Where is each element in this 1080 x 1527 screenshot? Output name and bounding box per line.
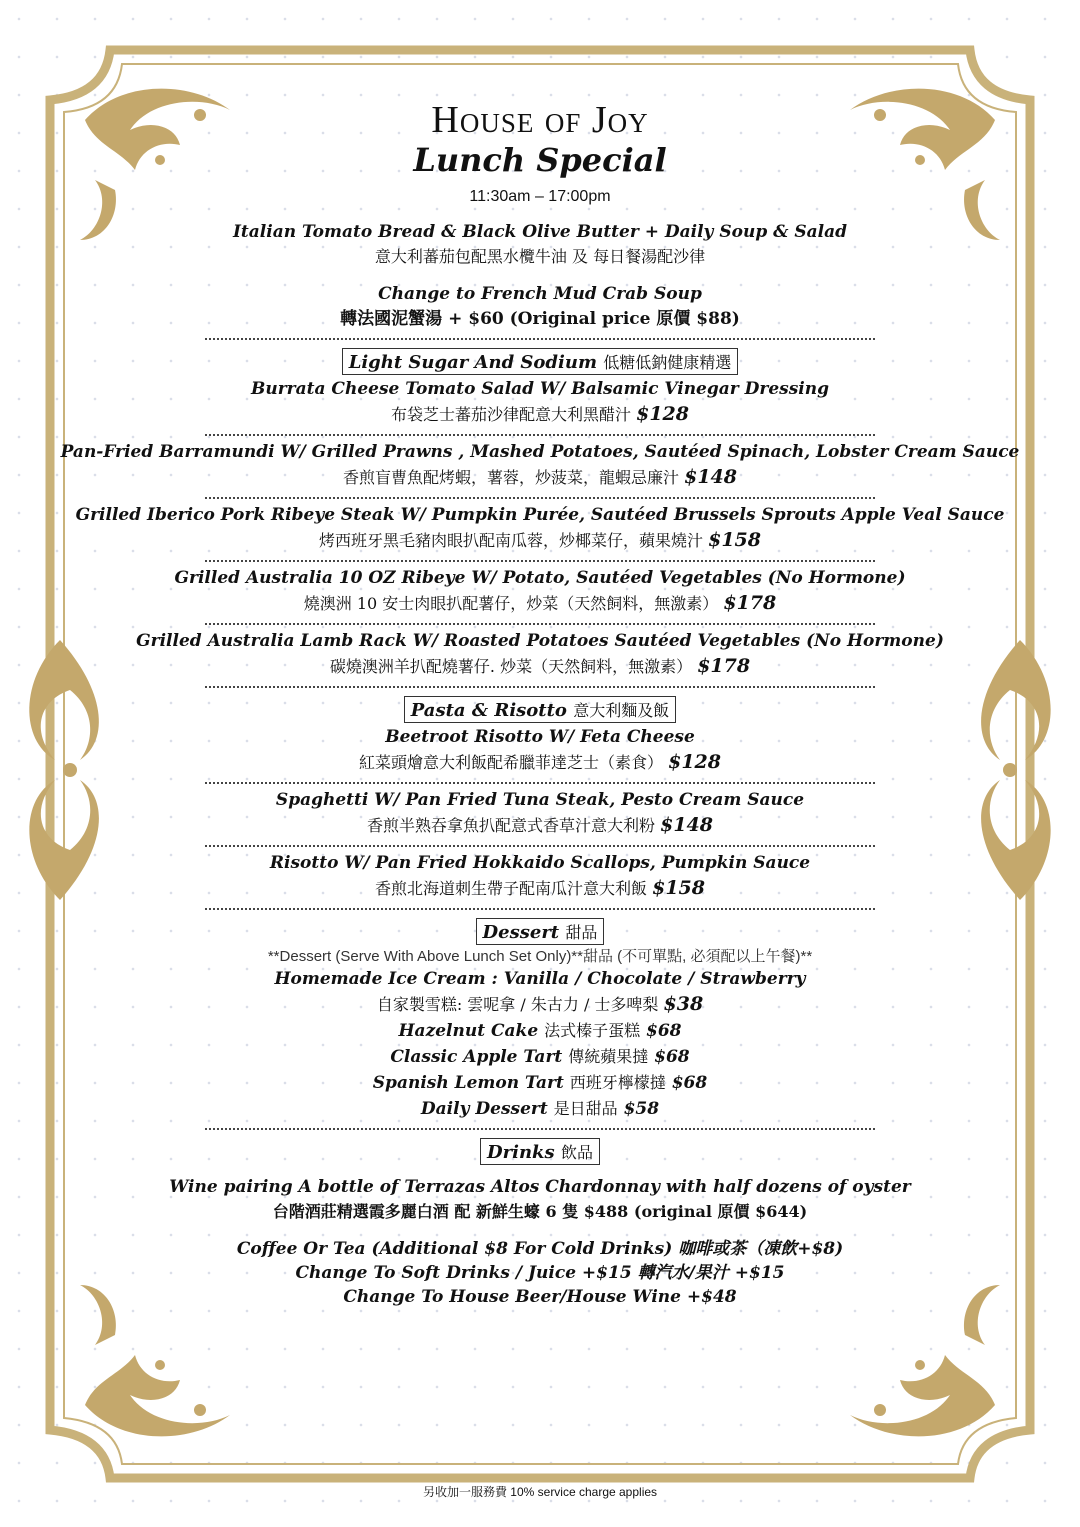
starter-zh: 意大利蕃茄包配黑水欖牛油 及 每日餐湯配沙律 — [374, 247, 706, 266]
divider — [205, 845, 875, 847]
drinks-line: Change To Soft Drinks / Juice +$15 轉汽水/果汁 +$15 — [295, 1263, 785, 1283]
light-item: Pan-Fried Barramundi W/ Grilled Prawns , Mashed Potatoes, Sautéed Spinach, Lobster Cream Sauce 香煎盲曹魚配烤蝦，薯蓉，炒菠菜，龍蝦忌廉汁 $148 — [60, 442, 1020, 488]
menu-subtitle: Lunch Special — [413, 141, 667, 179]
divider — [205, 560, 875, 562]
divider — [205, 623, 875, 625]
divider — [205, 434, 875, 436]
divider — [205, 497, 875, 499]
dessert-item: Daily Dessert 是日甜品 $58 — [420, 1099, 660, 1119]
drinks-line: Change To House Beer/House Wine +$48 — [343, 1287, 737, 1307]
pasta-item: Spaghetti W/ Pan Fried Tuna Steak, Pesto Cream Sauce 香煎半熟吞拿魚扒配意式香草汁意大利粉 $148 — [275, 790, 805, 836]
side-flourish-right — [981, 640, 1051, 900]
section-heading-light: Light Sugar And Sodium 低糖低鈉健康精選 — [342, 348, 739, 375]
dessert-item: Spanish Lemon Tart 西班牙檸檬撻 $68 — [372, 1073, 708, 1093]
section-heading-pasta: Pasta & Risotto 意大利麵及飯 — [404, 696, 676, 723]
dessert-item: Classic Apple Tart 傳統蘋果撻 $68 — [390, 1047, 690, 1067]
divider — [205, 338, 875, 340]
section-heading-dessert: Dessert 甜品 — [476, 918, 605, 945]
divider — [205, 782, 875, 784]
drinks-line: Coffee Or Tea (Additional $8 For Cold Drinks) 咖啡或茶（凍飲+$8) — [236, 1239, 844, 1259]
light-item: Grilled Australia 10 OZ Ribeye W/ Potato, Sautéed Vegetables (No Hormone) 燒澳洲 10 安士肉眼扒配薯仔，炒菜（天然飼料，無激素） $178 — [174, 568, 906, 614]
pasta-item: Beetroot Risotto W/ Feta Cheese 紅菜頭燴意大利飯配希臘菲達芝士（素食） $128 — [359, 727, 721, 773]
divider — [205, 908, 875, 910]
divider — [205, 686, 875, 688]
service-charge-note: 另收加一服務費 10% service charge applies — [422, 1485, 658, 1499]
soup-change-zh: 轉法國泥蟹湯 + $60 (Original price 原價 $88) — [340, 309, 740, 329]
opening-hours: 11:30am – 17:00pm — [469, 188, 611, 205]
menu-content — [60, 95, 1020, 1309]
icecream-en: Homemade Ice Cream : Vanilla / Chocolate / Strawberry — [274, 969, 806, 989]
dessert-item: Hazelnut Cake 法式榛子蛋糕 $68 — [398, 1021, 682, 1041]
soup-change-en: Change to French Mud Crab Soup — [378, 284, 702, 304]
light-item: Grilled Australia Lamb Rack W/ Roasted Potatoes Sautéed Vegetables (No Hormone) 碳燒澳洲羊扒配燒薯仔. 炒菜（天然飼料，無激素） $178 — [136, 631, 944, 677]
section-heading-drinks: Drinks 飲品 — [480, 1138, 600, 1165]
pasta-item: Risotto W/ Pan Fried Hokkaido Scallops, Pumpkin Sauce 香煎北海道刺生帶子配南瓜汁意大利飯 $158 — [269, 853, 811, 899]
dessert-note: **Dessert (Serve With Above Lunch Set Only)**甜品 (不可單點, 必須配以上午餐)** — [267, 948, 813, 965]
wine-pairing-en: Wine pairing A bottle of Terrazas Altos Chardonnay with half dozens of oyster — [169, 1177, 911, 1197]
light-item: Burrata Cheese Tomato Salad W/ Balsamic Vinegar Dressing 布袋芝士蕃茄沙律配意大利黑醋汁 $128 — [250, 379, 830, 425]
light-item: Grilled Iberico Pork Ribeye Steak W/ Pumpkin Purée, Sautéed Brussels Sprouts Apple Veal Sauce 烤西班牙黑毛豬肉眼扒配南瓜蓉，炒椰菜仔，蘋果燒汁 $158 — [75, 505, 1005, 551]
divider — [205, 1128, 875, 1130]
restaurant-title: House of Joy — [431, 99, 649, 141]
icecream-zh: 自家製雪糕: 雲呢拿 / 朱古力 / 士多啤梨 $38 — [376, 993, 704, 1015]
wine-pairing-zh: 台階酒莊精選霞多麗白酒 配 新鮮生蠔 6 隻 $488 (original 原價 $644) — [272, 1202, 808, 1221]
starter-en: Italian Tomato Bread & Black Olive Butter + Daily Soup & Salad — [232, 222, 848, 242]
side-flourish-left — [29, 640, 99, 900]
